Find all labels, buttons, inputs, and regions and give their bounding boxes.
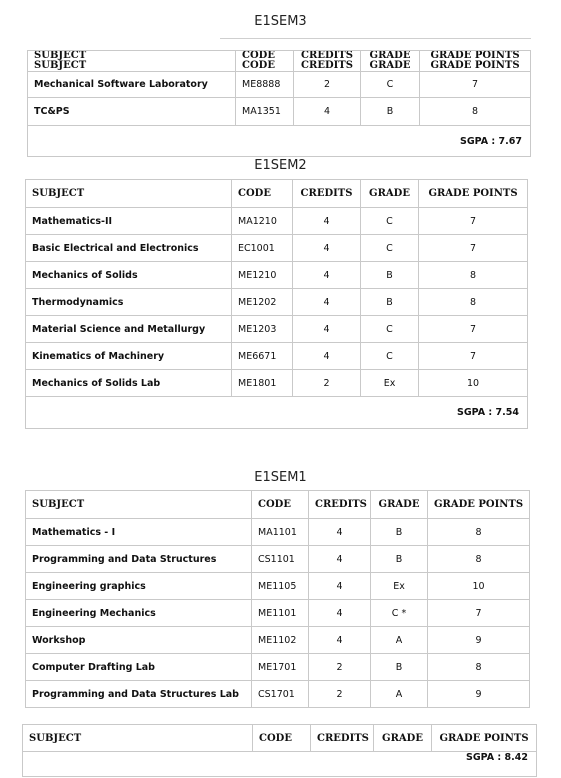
sgpa-value: SGPA : 7.54	[26, 397, 528, 429]
credits-cell: 4	[294, 98, 361, 126]
header-code: CODE CODE	[236, 51, 294, 72]
code-cell: MA1210	[232, 208, 293, 235]
code-cell: MA1101	[252, 519, 309, 546]
code-cell: ME1701	[252, 654, 309, 681]
grade-points-cell: 7	[419, 343, 528, 370]
sgpa-row	[26, 397, 528, 429]
header-credits: CREDITS	[293, 180, 361, 208]
grades-table-e1sem3	[27, 50, 531, 157]
grade-cell: B	[361, 98, 420, 126]
grade-points-cell: 8	[428, 654, 530, 681]
table-row	[26, 600, 530, 627]
table-header-row	[23, 725, 537, 752]
credits-cell: 4	[309, 600, 371, 627]
semester-title-e1sem3: E1SEM3	[254, 14, 307, 29]
credits-cell: 4	[293, 235, 361, 262]
table-row	[26, 235, 528, 262]
code-cell: ME1202	[232, 289, 293, 316]
subject-cell: Thermodynamics	[26, 289, 232, 316]
grade-cell: A	[371, 681, 428, 708]
code-cell: CS1101	[252, 546, 309, 573]
sgpa-value: SGPA : 7.67	[28, 126, 531, 157]
grades-table-fragment	[22, 724, 537, 777]
grade-cell: B	[361, 289, 419, 316]
grade-points-cell: 8	[419, 262, 528, 289]
header-grade: GRADE	[371, 491, 428, 519]
code-cell: ME1801	[232, 370, 293, 397]
grade-cell: A	[371, 627, 428, 654]
grades-table-e1sem2	[25, 179, 528, 429]
code-cell: CS1701	[252, 681, 309, 708]
grade-points-cell: 8	[419, 289, 528, 316]
code-cell: ME6671	[232, 343, 293, 370]
credits-cell: 4	[293, 289, 361, 316]
table-row	[26, 573, 530, 600]
header-code: CODE	[232, 180, 293, 208]
credits-cell: 4	[309, 519, 371, 546]
credits-cell: 2	[294, 72, 361, 98]
header-grade-points: GRADE POINTS	[428, 491, 530, 519]
grade-points-cell: 9	[428, 627, 530, 654]
code-cell: ME1102	[252, 627, 309, 654]
grade-points-cell: 8	[428, 519, 530, 546]
table-row	[28, 72, 531, 98]
semester-title-e1sem2: E1SEM2	[254, 158, 307, 173]
subject-cell: Mathematics - I	[26, 519, 252, 546]
subject-cell: Mathematics-II	[26, 208, 232, 235]
subject-cell: Basic Electrical and Electronics	[26, 235, 232, 262]
semester-title-e1sem1: E1SEM1	[254, 470, 307, 485]
header-credits: CREDITS CREDITS	[294, 51, 361, 72]
code-cell: ME8888	[236, 72, 294, 98]
header-subject: SUBJECT SUBJECT	[28, 51, 236, 72]
subject-cell: Mechanics of Solids Lab	[26, 370, 232, 397]
grade-cell: C	[361, 235, 419, 262]
table-header-row	[28, 51, 531, 72]
grade-points-cell: 8	[420, 98, 531, 126]
subject-cell: Programming and Data Structures	[26, 546, 252, 573]
subject-cell: Programming and Data Structures Lab	[26, 681, 252, 708]
grade-points-cell: 10	[419, 370, 528, 397]
sgpa-row	[23, 752, 537, 777]
grade-points-cell: 7	[419, 235, 528, 262]
grade-points-cell: 7	[419, 316, 528, 343]
grade-points-cell: 7	[428, 600, 530, 627]
code-cell: ME1210	[232, 262, 293, 289]
credits-cell: 2	[293, 370, 361, 397]
table-row	[26, 289, 528, 316]
table-row	[26, 370, 528, 397]
code-cell: ME1203	[232, 316, 293, 343]
header-code: CODE	[253, 725, 311, 752]
table-row	[26, 681, 530, 708]
grade-cell: C	[361, 208, 419, 235]
code-cell: ME1101	[252, 600, 309, 627]
table-row	[26, 262, 528, 289]
grade-points-cell: 8	[428, 546, 530, 573]
grade-cell: B	[371, 546, 428, 573]
grade-cell: C	[361, 316, 419, 343]
credits-cell: 4	[309, 627, 371, 654]
grade-cell: Ex	[371, 573, 428, 600]
grade-cell: B	[361, 262, 419, 289]
title-underline	[220, 38, 531, 39]
header-grade: GRADE GRADE	[361, 51, 420, 72]
grade-cell: C	[361, 72, 420, 98]
header-subject: SUBJECT	[26, 491, 252, 519]
header-grade: GRADE	[361, 180, 419, 208]
subject-cell: Kinematics of Machinery	[26, 343, 232, 370]
header-code: CODE	[252, 491, 309, 519]
grade-cell: Ex	[361, 370, 419, 397]
header-subject: SUBJECT	[23, 725, 253, 752]
header-grade-points: GRADE POINTS	[419, 180, 528, 208]
table-row	[26, 208, 528, 235]
subject-cell: Engineering graphics	[26, 573, 252, 600]
subject-cell: Engineering Mechanics	[26, 600, 252, 627]
credits-cell: 2	[309, 654, 371, 681]
grade-points-cell: 9	[428, 681, 530, 708]
table-row	[28, 98, 531, 126]
grade-cell: B	[371, 654, 428, 681]
subject-cell: Mechanics of Solids	[26, 262, 232, 289]
grade-cell: C *	[371, 600, 428, 627]
header-subject: SUBJECT	[26, 180, 232, 208]
table-row	[26, 316, 528, 343]
credits-cell: 4	[293, 208, 361, 235]
credits-cell: 4	[293, 262, 361, 289]
header-grade: GRADE	[374, 725, 432, 752]
credits-cell: 4	[309, 573, 371, 600]
grades-table-e1sem1	[25, 490, 530, 708]
header-grade-points: GRADE POINTS GRADE POINTS	[420, 51, 531, 72]
header-grade-points: GRADE POINTS	[432, 725, 537, 752]
sgpa-value: SGPA : 8.42	[23, 752, 537, 777]
credits-cell: 4	[293, 316, 361, 343]
subject-cell: Computer Drafting Lab	[26, 654, 252, 681]
table-row	[26, 343, 528, 370]
code-cell: MA1351	[236, 98, 294, 126]
credits-cell: 2	[309, 681, 371, 708]
table-row	[26, 546, 530, 573]
grade-cell: C	[361, 343, 419, 370]
sgpa-row	[28, 126, 531, 157]
table-header-row	[26, 180, 528, 208]
table-row	[26, 654, 530, 681]
subject-cell: Mechanical Software Laboratory	[28, 72, 236, 98]
subject-cell: Workshop	[26, 627, 252, 654]
grade-cell: B	[371, 519, 428, 546]
header-credits: CREDITS	[309, 491, 371, 519]
subject-cell: TC&PS	[28, 98, 236, 126]
grade-points-cell: 7	[419, 208, 528, 235]
code-cell: ME1105	[252, 573, 309, 600]
code-cell: EC1001	[232, 235, 293, 262]
table-row	[26, 627, 530, 654]
header-credits: CREDITS	[311, 725, 374, 752]
grade-points-cell: 7	[420, 72, 531, 98]
table-row	[26, 519, 530, 546]
credits-cell: 4	[309, 546, 371, 573]
table-header-row	[26, 491, 530, 519]
subject-cell: Material Science and Metallurgy	[26, 316, 232, 343]
grade-points-cell: 10	[428, 573, 530, 600]
credits-cell: 4	[293, 343, 361, 370]
